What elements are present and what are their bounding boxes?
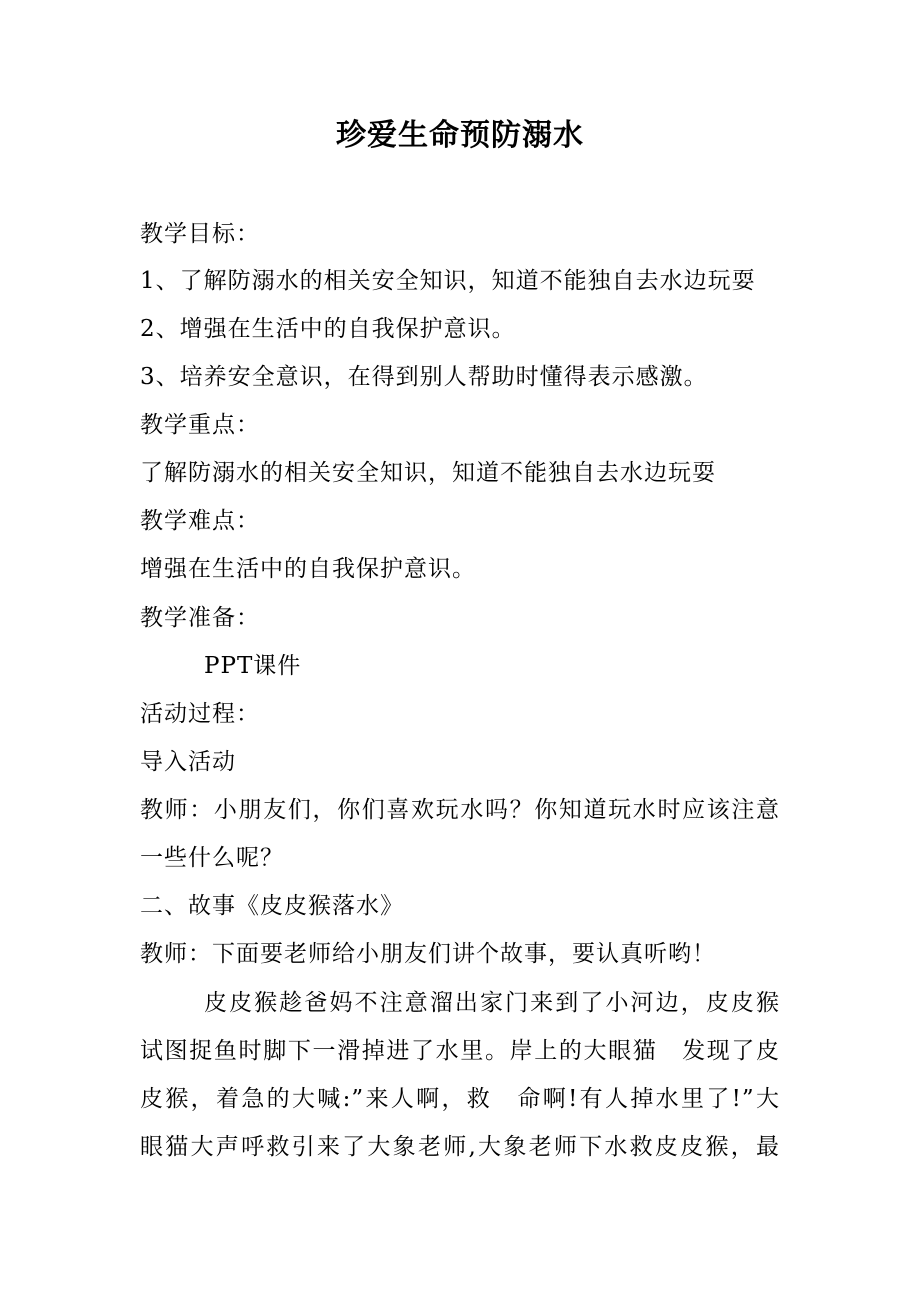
story-paragraph-line-3: 皮猴，着急的大喊:”来人啊，救 命啊!有人掉水里了!”大 — [140, 1086, 780, 1112]
difficulties-text: 增强在生活中的自我保护意识。 — [140, 556, 476, 582]
objective-item-1: 1、了解防溺水的相关安全知识，知道不能独自去水边玩耍 — [140, 268, 756, 294]
teacher-line-1: 教师：小朋友们，你们喜欢玩水吗？你知道玩水时应该注意 — [140, 797, 780, 823]
section-heading-preparation: 教学准备： — [140, 605, 260, 631]
story-paragraph-line-4: 眼猫大声呼救引来了大象老师,大象老师下水救皮皮猴，最 — [140, 1134, 780, 1160]
teacher-line-1-cont: 一些什么呢？ — [140, 845, 284, 871]
section-heading-process: 活动过程： — [140, 701, 260, 727]
key-points-text: 了解防溺水的相关安全知识，知道不能独自去水边玩耍 — [140, 460, 716, 486]
process-step-story: 二、故事《皮皮猴落水》 — [140, 893, 404, 919]
teacher-line-2: 教师：下面要老师给小朋友们讲个故事，要认真听哟！ — [140, 941, 716, 967]
section-heading-difficulties: 教学难点： — [140, 508, 260, 534]
process-step-intro: 导入活动 — [140, 749, 236, 775]
objective-item-3: 3、培养安全意识，在得到别人帮助时懂得表示感激。 — [140, 364, 708, 390]
story-paragraph-line-1: 皮皮猴趁爸妈不注意溜出家门来到了小河边，皮皮猴 — [204, 990, 780, 1016]
story-paragraph-line-2: 试图捉鱼时脚下一滑掉进了水里。岸上的大眼猫 发现了皮 — [140, 1038, 780, 1064]
section-heading-objectives: 教学目标： — [140, 221, 260, 247]
objective-item-2: 2、增强在生活中的自我保护意识。 — [140, 316, 516, 342]
document-title: 珍爱生命预防溺水 — [336, 118, 584, 153]
preparation-text: PPT课件 — [204, 653, 302, 679]
section-heading-key-points: 教学重点： — [140, 412, 260, 438]
